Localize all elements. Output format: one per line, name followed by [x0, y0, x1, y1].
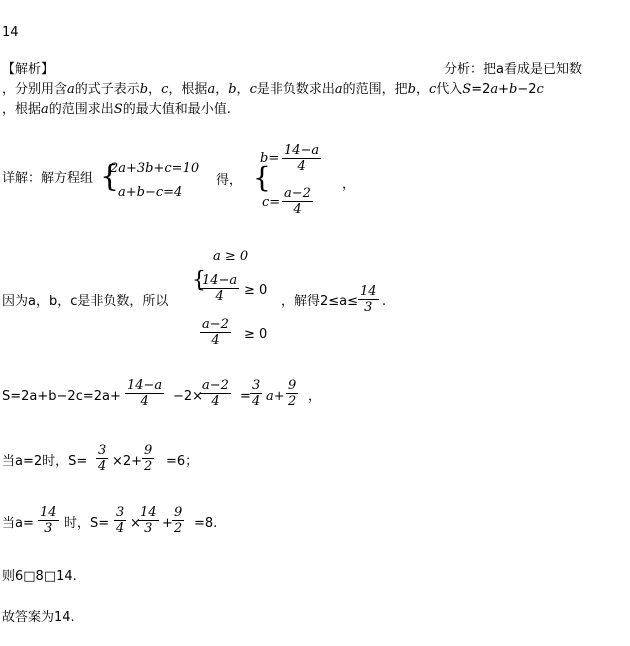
analysis-summary-lead: [444, 63, 582, 76]
analysis-line-2-part: =2: [471, 82, 491, 97]
solve-trail: ，: [342, 177, 356, 192]
s-f1: [125, 378, 164, 409]
analysis-line-2-part: ，: [215, 82, 229, 97]
case2-tail: =8.: [194, 516, 218, 531]
analysis-line-3: [2, 103, 231, 116]
analysis-line-2-part: c: [161, 82, 169, 97]
b-lhs: b=: [260, 151, 280, 166]
analysis-line-2-part: −2: [517, 82, 537, 97]
analysis-line-2-part: 的式子表示: [74, 82, 140, 97]
s-expr-tail: ，: [308, 389, 322, 404]
case2-a-den: 3: [44, 521, 53, 536]
case2-f2-den: 3: [144, 521, 153, 536]
s-f2-den: 4: [211, 394, 220, 409]
case2-f1-num: 3: [116, 505, 125, 520]
ineq3-fraction: [200, 317, 231, 348]
case2-a-num: 14: [40, 505, 57, 520]
analysis-line-2-part: +: [498, 82, 510, 97]
analysis-title: 【解析】: [2, 62, 55, 77]
analysis-line-2-part: 是非负数求出: [256, 82, 335, 97]
analysis-summary-text: 分析：把a看成是已知数: [444, 62, 582, 77]
ineq2-fraction: [200, 273, 239, 304]
analysis-line-2-part: c: [428, 82, 437, 97]
c-lhs: c=: [262, 195, 281, 210]
equation-1: 2a+3b+c=10: [110, 161, 200, 176]
analysis-line-2-part: ，: [148, 82, 162, 97]
analysis-line-3-part: 的范围求出: [48, 102, 114, 117]
s-f3-num: 3: [252, 378, 261, 393]
s-f4-num: 9: [288, 378, 297, 393]
analysis-line-2-part: b: [228, 82, 237, 97]
case1-f1-den: 4: [98, 459, 107, 474]
b-fraction: [282, 143, 321, 174]
b-fraction-num: 14−a: [284, 143, 320, 158]
analysis-line-2-part: ，分别用含: [2, 82, 68, 97]
analysis-line-2: [2, 83, 544, 96]
ineq2-rhs: ≥ 0: [244, 283, 268, 298]
s-f2-num: a−2: [202, 378, 229, 393]
nonneg-prefix: 因为a，b，c是非负数，所以: [2, 294, 169, 309]
answer-line: 故答案为14.: [2, 610, 75, 625]
c-fraction-den: 4: [293, 202, 302, 217]
analysis-line-2-part: c: [536, 82, 544, 97]
case1-f2: [142, 443, 154, 474]
case2-f3-num: 9: [174, 505, 183, 520]
result-fraction: [358, 284, 379, 315]
b-fraction-den: 4: [297, 159, 306, 174]
analysis-line-2-part: ，根据: [168, 82, 208, 97]
s-f1-den: 4: [140, 394, 149, 409]
c-fraction: [282, 186, 313, 217]
s-f1-num: 14−a: [127, 378, 163, 393]
case1-f1-num: 3: [98, 443, 107, 458]
analysis-line-3-part: ，根据: [2, 102, 42, 117]
case1-mid: ×2+: [112, 454, 143, 469]
analysis-line-2-part: a: [67, 82, 75, 97]
ineq-a: a ≥ 0: [213, 249, 249, 264]
analysis-line-2-part: a: [334, 82, 343, 97]
case2-prefix: 当a=: [2, 516, 34, 531]
case2-mid1: 时，S=: [64, 516, 110, 531]
analysis-line-3-part: a: [41, 102, 49, 117]
solve-prefix: 详解：解方程组: [2, 171, 94, 186]
case1-prefix: 当a=2时，S=: [2, 454, 88, 469]
analysis-line-2-part: b: [509, 82, 518, 97]
ineq3-den: 4: [211, 333, 220, 348]
s-f3: [250, 378, 262, 409]
case1-tail: =6；: [166, 454, 199, 469]
analysis-line-2-part: S: [462, 82, 472, 97]
s-expr-a-plus: a+: [266, 389, 285, 404]
case2-f1: [114, 505, 126, 536]
s-expr-mid: −2×: [173, 389, 204, 404]
case1-f2-num: 9: [144, 443, 153, 458]
equation-2: a+b−c=4: [118, 185, 183, 200]
case2-f2-num: 14: [140, 505, 157, 520]
case2-f3-den: 2: [174, 521, 183, 536]
ineq2-den: 4: [215, 289, 224, 304]
case2-plus: +: [162, 516, 173, 531]
result-den: 3: [364, 300, 373, 315]
s-expr-eq: =: [240, 389, 251, 404]
case2-times: ×: [130, 516, 141, 531]
case2-f1-den: 4: [116, 521, 125, 536]
analysis-line-2-part: 代入: [436, 82, 463, 97]
c-fraction-num: a−2: [284, 186, 311, 201]
analysis-line-2-part: ，: [236, 82, 250, 97]
analysis-line-3-part: 的最大值和最小值.: [122, 102, 231, 117]
case1-f1: [96, 443, 108, 474]
case2-f3: [172, 505, 184, 536]
case1-f2-den: 2: [144, 459, 153, 474]
analysis-line-2-part: 的范围，把: [342, 82, 408, 97]
case2-f2: [138, 505, 159, 536]
question-number: 14: [2, 25, 19, 40]
analysis-line-2-part: a: [490, 82, 499, 97]
analysis-line-2-part: b: [407, 82, 416, 97]
analysis-line-2-part: c: [249, 82, 257, 97]
then-line: 则6□8□14.: [2, 569, 77, 584]
s-f3-den: 4: [252, 394, 261, 409]
result-num: 14: [360, 284, 377, 299]
case2-a-frac: [38, 505, 59, 536]
s-expr-lhs: S=2a+b−2c=2a+: [2, 389, 121, 404]
brace-left-result: {: [253, 161, 271, 194]
nonneg-result-suffix: .: [382, 294, 387, 309]
nonneg-result-prefix: ，解得2≤a≤: [281, 294, 359, 309]
ineq3-num: a−2: [202, 317, 229, 332]
s-f2: [200, 378, 231, 409]
s-f4: [286, 378, 298, 409]
s-f4-den: 2: [288, 394, 297, 409]
analysis-line-2-part: ，: [415, 82, 429, 97]
analysis-line-2-part: a: [207, 82, 216, 97]
analysis-line-3-part: S: [113, 102, 123, 117]
analysis-line-2-part: b: [139, 82, 149, 97]
brace-left-ineq: {: [192, 268, 206, 293]
ineq3-rhs: ≥ 0: [244, 327, 268, 342]
brace-left-system: {: [100, 159, 120, 194]
solve-de: 得，: [216, 173, 243, 188]
ineq2-num: 14−a: [202, 273, 238, 288]
